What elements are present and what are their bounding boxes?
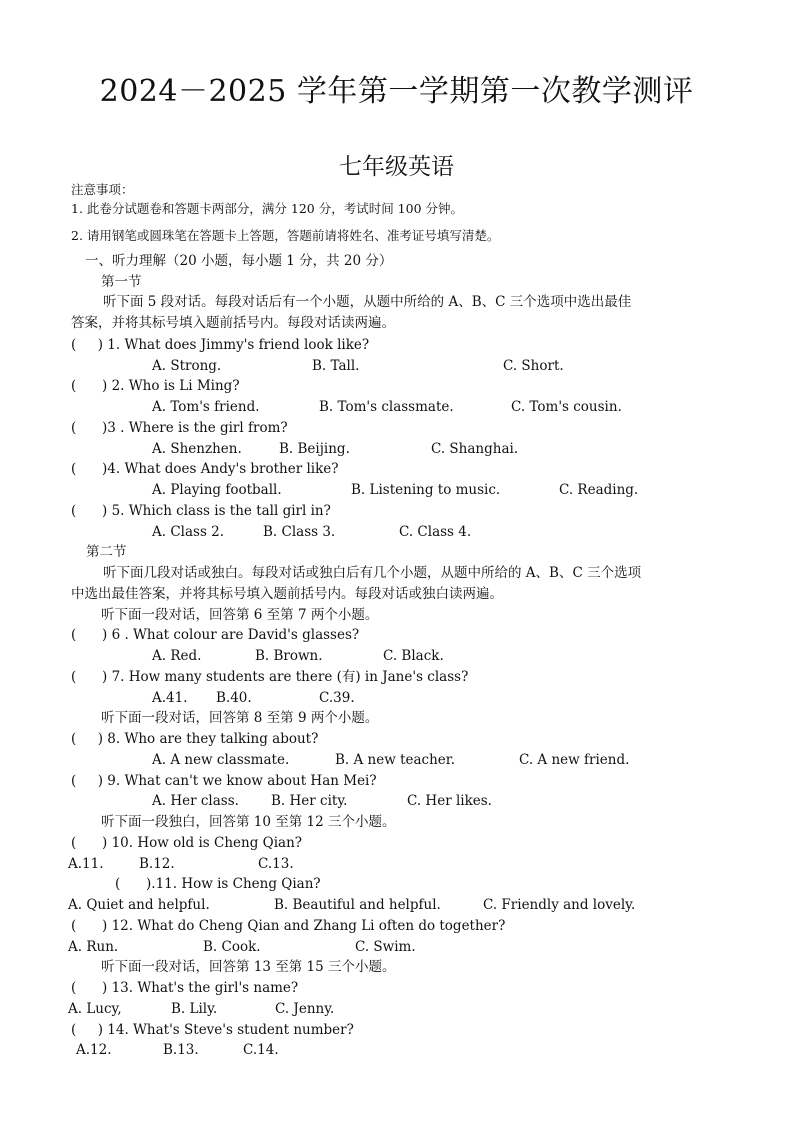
question-8: ( ) 8. Who are they talking about? bbox=[71, 731, 319, 747]
question-14: ( ) 14. What's Steve's student number? bbox=[71, 1022, 354, 1038]
question-3-option-a: A. Shenzhen. bbox=[152, 441, 242, 457]
question-10: ( ) 10. How old is Cheng Qian? bbox=[71, 835, 303, 851]
question-6: ( ) 6 . What colour are David's glasses? bbox=[71, 627, 360, 643]
exam-subtitle: 七年级英语 bbox=[339, 154, 454, 180]
notes-heading: 注意事项： bbox=[71, 182, 134, 197]
question-5-option-c: C. Class 4. bbox=[399, 524, 472, 540]
monologue-intro: 听下面一段独白，回答第 10 至第 12 三个小题。 bbox=[101, 814, 396, 830]
question-7-option-c: C.39. bbox=[319, 690, 355, 706]
dialogue-2-intro: 听下面一段对话，回答第 8 至第 9 两个小题。 bbox=[101, 710, 379, 726]
question-10-option-a: A.11. bbox=[68, 856, 104, 872]
question-14-option-c: C.14. bbox=[243, 1042, 279, 1058]
dialogue-1-intro: 听下面一段对话，回答第 6 至第 7 两个小题。 bbox=[101, 607, 379, 623]
question-4-option-a: A. Playing football. bbox=[152, 482, 282, 498]
question-14-option-b: B.13. bbox=[163, 1042, 199, 1058]
section1-instruction-line1: 听下面 5 段对话。每段对话后有一个小题，从题中所给的 A、B、C 三个选项中选出最佳 bbox=[103, 294, 632, 310]
question-2-option-b: B. Tom's classmate. bbox=[319, 399, 454, 415]
dialogue-3-intro: 听下面一段对话，回答第 13 至第 15 三个小题。 bbox=[101, 959, 396, 975]
question-4-option-c: C. Reading. bbox=[559, 482, 639, 498]
question-4: ( )4. What does Andy's brother like? bbox=[71, 461, 339, 477]
part1-heading: 一、听力理解（20 小题，每小题 1 分，共 20 分） bbox=[85, 253, 393, 269]
question-1-option-c: C. Short. bbox=[503, 358, 564, 374]
question-2-option-a: A. Tom's friend. bbox=[152, 399, 260, 415]
section1-label: 第一节 bbox=[101, 274, 142, 290]
question-13-option-b: B. Lily. bbox=[171, 1001, 218, 1017]
question-12-option-c: C. Swim. bbox=[355, 939, 416, 955]
question-12: ( ) 12. What do Cheng Qian and Zhang Li often do together? bbox=[71, 918, 506, 934]
question-5: ( ) 5. Which class is the tall girl in? bbox=[71, 503, 331, 519]
question-7-option-b: B.40. bbox=[216, 690, 252, 706]
question-9-option-c: C. Her likes. bbox=[407, 793, 492, 809]
question-4-option-b: B. Listening to music. bbox=[351, 482, 501, 498]
question-8-option-b: B. A new teacher. bbox=[335, 752, 456, 768]
question-1: ( ) 1. What does Jimmy's friend look like? bbox=[71, 337, 370, 353]
question-11-option-c: C. Friendly and lovely. bbox=[483, 897, 636, 913]
question-1-option-b: B. Tall. bbox=[312, 358, 360, 374]
question-1-option-a: A. Strong. bbox=[152, 358, 222, 374]
question-7: ( ) 7. How many students are there (有) in Jane's class? bbox=[71, 669, 469, 685]
question-10-option-c: C.13. bbox=[258, 856, 294, 872]
question-9-option-a: A. Her class. bbox=[152, 793, 239, 809]
question-11: ( ).11. How is Cheng Qian? bbox=[115, 876, 321, 892]
question-6-option-a: A. Red. bbox=[152, 648, 202, 664]
section2-instruction-line2: 中选出最佳答案，并将其标号填入题前括号内。每段对话或独白读两遍。 bbox=[71, 586, 503, 602]
question-7-option-a: A.41. bbox=[152, 690, 188, 706]
question-3-option-b: B. Beijing. bbox=[279, 441, 350, 457]
question-2-option-c: C. Tom's cousin. bbox=[511, 399, 622, 415]
question-13: ( ) 13. What's the girl's name? bbox=[71, 980, 299, 996]
note-item-1: 1. 此卷分试题卷和答题卡两部分，满分 120 分，考试时间 100 分钟。 bbox=[71, 201, 464, 216]
question-9-option-b: B. Her city. bbox=[271, 793, 348, 809]
question-9: ( ) 9. What can't we know about Han Mei? bbox=[71, 773, 377, 789]
question-14-option-a: A.12. bbox=[76, 1042, 112, 1058]
exam-title: 2024－2025 学年第一学期第一次教学测评 bbox=[99, 74, 694, 109]
question-12-option-b: B. Cook. bbox=[203, 939, 261, 955]
question-13-option-c: C. Jenny. bbox=[275, 1001, 335, 1017]
question-6-option-c: C. Black. bbox=[383, 648, 444, 664]
question-3: ( )3 . Where is the girl from? bbox=[71, 420, 288, 436]
question-11-option-a: A. Quiet and helpful. bbox=[68, 897, 210, 913]
note-item-2: 2. 请用钢笔或圆珠笔在答题卡上答题，答题前请将姓名、准考证号填写清楚。 bbox=[71, 228, 500, 243]
question-5-option-a: A. Class 2. bbox=[152, 524, 225, 540]
question-12-option-a: A. Run. bbox=[68, 939, 119, 955]
question-10-option-b: B.12. bbox=[139, 856, 175, 872]
section2-instruction-line1: 听下面几段对话或独白。每段对话或独白后有几个小题，从题中所给的 A、B、C 三个选项 bbox=[103, 565, 642, 581]
question-13-option-a: A. Lucy, bbox=[68, 1001, 122, 1017]
question-5-option-b: B. Class 3. bbox=[263, 524, 336, 540]
question-8-option-c: C. A new friend. bbox=[519, 752, 630, 768]
question-11-option-b: B. Beautiful and helpful. bbox=[274, 897, 441, 913]
question-2: ( ) 2. Who is Li Ming? bbox=[71, 378, 240, 394]
question-8-option-a: A. A new classmate. bbox=[152, 752, 290, 768]
section1-instruction-line2: 答案，并将其标号填入题前括号内。每段对话读两遍。 bbox=[71, 315, 395, 331]
question-6-option-b: B. Brown. bbox=[255, 648, 323, 664]
question-3-option-c: C. Shanghai. bbox=[431, 441, 519, 457]
section2-label: 第二节 bbox=[86, 544, 127, 560]
